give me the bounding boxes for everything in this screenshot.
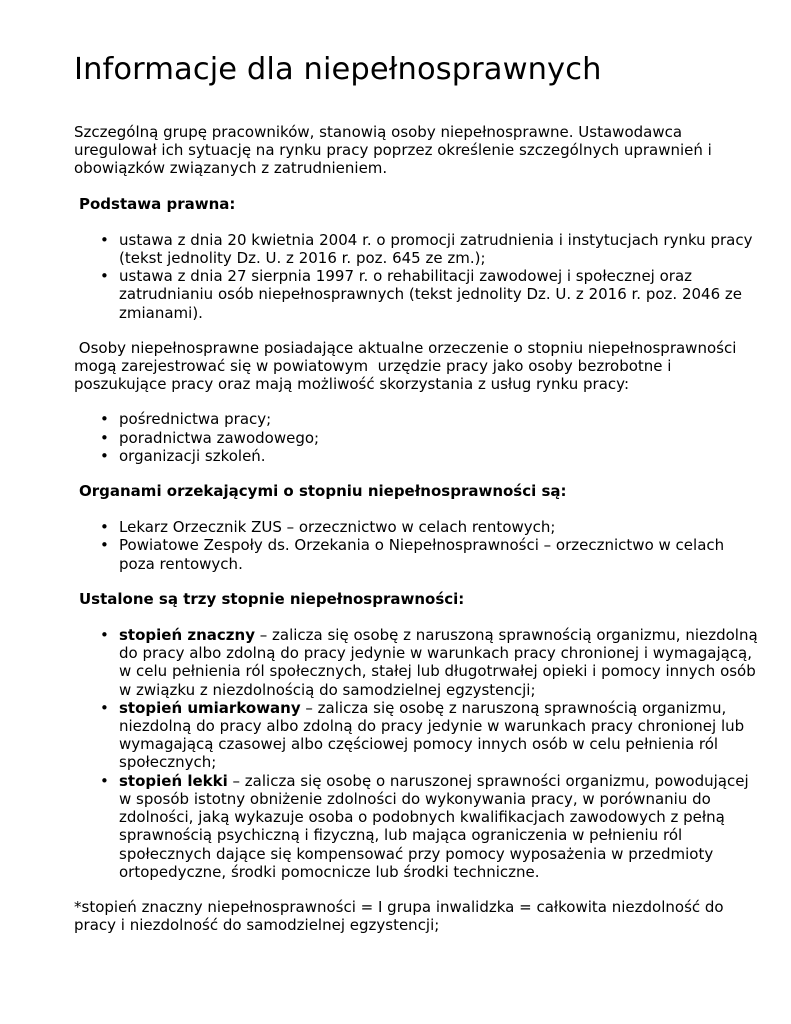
list-item: • Lekarz Orzecznik ZUS – orzecznictwo w celach rentowych; bbox=[74, 518, 764, 536]
degree-term: stopień lekki bbox=[119, 771, 228, 790]
list-item: • Powiatowe Zespoły ds. Orzekania o Niepełnosprawności – orzecznictwo w celach poza rentowych. bbox=[74, 536, 764, 572]
degree-description: – zalicza się osobę z naruszoną sprawnością organizmu, niezdolną do pracy albo zdolną do pracy jedynie w warunkach pracy chronionej i wymagającą, w celu pełnienia ról społecznych, stałej lub długotrwałej opieki i pomocy innych osób w związku z niezdolnością do samodzielnej egzystencji; bbox=[119, 626, 758, 699]
list-item: • ustawa z dnia 20 kwietnia 2004 r. o promocji zatrudnienia i instytucjach rynku pracy (tekst jednolity Dz. U. z 2016 r. poz. 645 ze zm.); bbox=[74, 231, 764, 267]
legal-basis-list bbox=[74, 231, 764, 322]
footnote: *stopień znaczny niepełnosprawności = I grupa inwalidzka = całkowita niezdolność do pracy i niezdolność do samodzielnej egzystencji; bbox=[74, 897, 724, 935]
degree-item-significant bbox=[74, 626, 764, 699]
list-item: • pośrednictwa pracy; bbox=[74, 410, 764, 428]
document-page bbox=[74, 50, 764, 934]
degree-item-light bbox=[74, 772, 764, 881]
list-item: • ustawa z dnia 27 sierpnia 1997 r. o rehabilitacji zawodowej i społecznej oraz zatrudnianiu osób niepełnosprawnych (tekst jednolity Dz. U. z 2016 r. poz. 2046 ze zmianami). bbox=[74, 267, 764, 322]
degrees-heading: Ustalone są trzy stopnie niepełnosprawności: bbox=[79, 589, 465, 608]
bodies-heading: Organami orzekającymi o stopniu niepełnosprawności są: bbox=[79, 482, 567, 501]
list-item: • organizacji szkoleń. bbox=[74, 447, 764, 465]
intro-paragraph: Szczególną grupę pracowników, stanowią osoby niepełnosprawne. Ustawodawca uregulował ich sytuację na rynku pracy poprzez określenie szczególnych uprawnień i obowiązków związanych z zatrudnieniem. bbox=[74, 123, 712, 178]
bodies-list bbox=[74, 518, 764, 573]
degree-item-moderate bbox=[74, 699, 764, 772]
degree-term: stopień znaczny bbox=[119, 626, 255, 645]
registration-paragraph: Osoby niepełnosprawne posiadające aktualne orzeczenie o stopniu niepełnosprawności mogą zarejestrować się w powiatowym urzędzie pracy jako osoby bezrobotne i poszukujące pracy oraz mają możliwość skorzystania z usług rynku pracy: bbox=[74, 338, 742, 394]
services-list bbox=[74, 410, 764, 465]
degree-term: stopień umiarkowany bbox=[119, 698, 301, 717]
degree-description: – zalicza się osobę o naruszonej sprawności organizmu, powodującej w sposób istotny obniżenie zdolności do wykonywania pracy, w porównaniu do zdolności, jaką wykazuje osoba o podobnych kwalifikacjach zawodowych z pełną sprawnością psychiczną i fizyczną, lub mająca ograniczenia w pełnieniu ról społecznych dające się kompensować przy pomocy wyposażenia w przedmioty ortopedyczne, środki pomocnicze lub środki techniczne. bbox=[119, 771, 749, 881]
legal-basis-heading: Podstawa prawna: bbox=[79, 194, 236, 213]
degree-description: – zalicza się osobę z naruszoną sprawnością organizmu, niezdolną do pracy albo zdolną do pracy jedynie w warunkach pracy chronionej lub wymagającą czasowej albo częściowej pomocy innych osób w celu pełnienia ról społecznych; bbox=[119, 698, 745, 772]
page-title: Informacje dla niepełnosprawnych bbox=[74, 52, 602, 87]
list-item: • poradnictwa zawodowego; bbox=[74, 429, 764, 447]
degrees-list bbox=[74, 626, 764, 881]
